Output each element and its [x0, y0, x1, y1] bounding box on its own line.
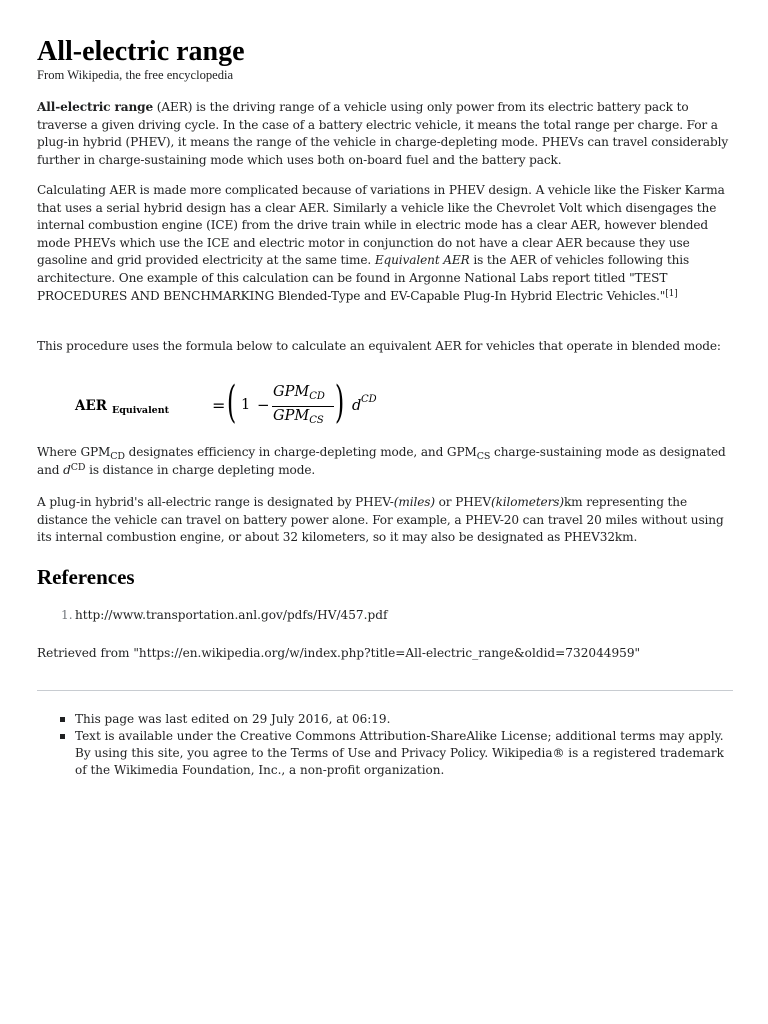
formula-lhs-subscript: Equivalent [112, 405, 170, 416]
procedure-paragraph: This procedure uses the formula below to calculate an equivalent AER for vehicles that operate in blended mode: [37, 339, 721, 353]
retrieved-from-text: Retrieved from "https://en.wikipedia.org/w/index.php?title=All-electric_range&oldid=732044959" [37, 646, 641, 660]
site-tagline: From Wikipedia, the free encyclopedia [37, 68, 234, 82]
footer-divider [37, 690, 733, 691]
formula-minus: − [257, 396, 270, 414]
formula-fraction-bar [272, 406, 334, 407]
formula-right-paren: ) [334, 377, 345, 428]
reference-link[interactable]: http://www.transportation.anl.gov/pdfs/HV/457.pdf [75, 608, 388, 622]
formula-distance-superscript: CD [361, 394, 377, 405]
formula-denominator: $GPM_{CS}$ [273, 408, 324, 426]
citation-link[interactable]: [1] [665, 288, 678, 299]
bullet-icon [60, 717, 65, 722]
formula-one: 1 [241, 397, 251, 413]
designation-paragraph: A plug-in hybrid's all-electric range is designated by PHEV-(miles) or PHEV(kilometers)km representing the distance the vehicle can travel on battery power alone. For example, a PHEV-20 can travel 20 miles without using its internal combustion engine, or about 32 kilometers, so it may also be designated as PHEV32km. [37, 495, 724, 545]
reference-number: 1. [61, 608, 73, 622]
equivalent-aer-term: Equivalent AER [374, 253, 470, 268]
calculation-paragraph [37, 182, 734, 305]
formula-numerator: $GPM_{CD}$ [273, 384, 325, 402]
references-heading: References [37, 565, 135, 589]
formula-distance: d [352, 398, 362, 414]
calculation-text-a: Calculating AER is made more complicated because of variations in PHEV design. A vehicle like the Fisker Karma that uses a serial hybrid design has a clear AER. Similarly a vehicle like the Chevrolet Volt which disengages the internal combustion engine (ICE) from the drive train while in electric mode has a clear AER, however blended mode PHEVs which use the ICE and electric motor in conjunction do not have a clear AER because they use gasoline and grid provided electricity at the same time. [37, 183, 725, 268]
page-title: All-electric range [37, 36, 245, 67]
references-list [37, 607, 637, 624]
aer-formula [75, 377, 395, 431]
formula-equals: = [212, 396, 226, 415]
formula-left-paren: ( [226, 377, 237, 428]
bullet-icon [60, 734, 65, 739]
footer-license: Text is available under the Creative Commons Attribution-ShareAlike License; additional terms may apply. By using this site, you agree to the Terms of Use and Privacy Policy. Wikipedia® is a registered trademark of the Wikimedia Foundation, Inc., a non-profit organization. [37, 728, 734, 779]
intro-paragraph [37, 99, 734, 169]
footer-last-edited: This page was last edited on 29 July 2016, at 06:19. [37, 711, 734, 728]
formula-lhs: AER [75, 398, 107, 414]
intro-text: (AER) is the driving range of a vehicle using only power from its electric battery pack to traverse a given driving cycle. In the case of a battery electric vehicle, it means the total range per charge. For a plug-in hybrid (PHEV), it means the range of the vehicle in charge-depleting mode. PHEVs can travel considerably further in charge-sustaining mode which uses both on-board fuel and the battery pack. [37, 100, 729, 167]
definitions-paragraph: Where $GPM_{CD}$ designates efficiency in charge-depleting mode, and $GPM_{CS}$ charge-sustaining mode as designated and $d^{CD}$ is distance in charge depleting mode. [37, 445, 726, 477]
reference-item [37, 607, 637, 624]
calculation-text-b: is the AER of vehicles following this architecture. One example of this calculation can be found in Argonne National Labs report titled "TEST PROCEDURES AND BENCHMARKING Blended-Type and EV-Capable Plug-In Hybrid Electric Vehicles." [37, 253, 690, 303]
page-footer [37, 711, 734, 779]
bold-term: All-electric range [37, 100, 154, 114]
